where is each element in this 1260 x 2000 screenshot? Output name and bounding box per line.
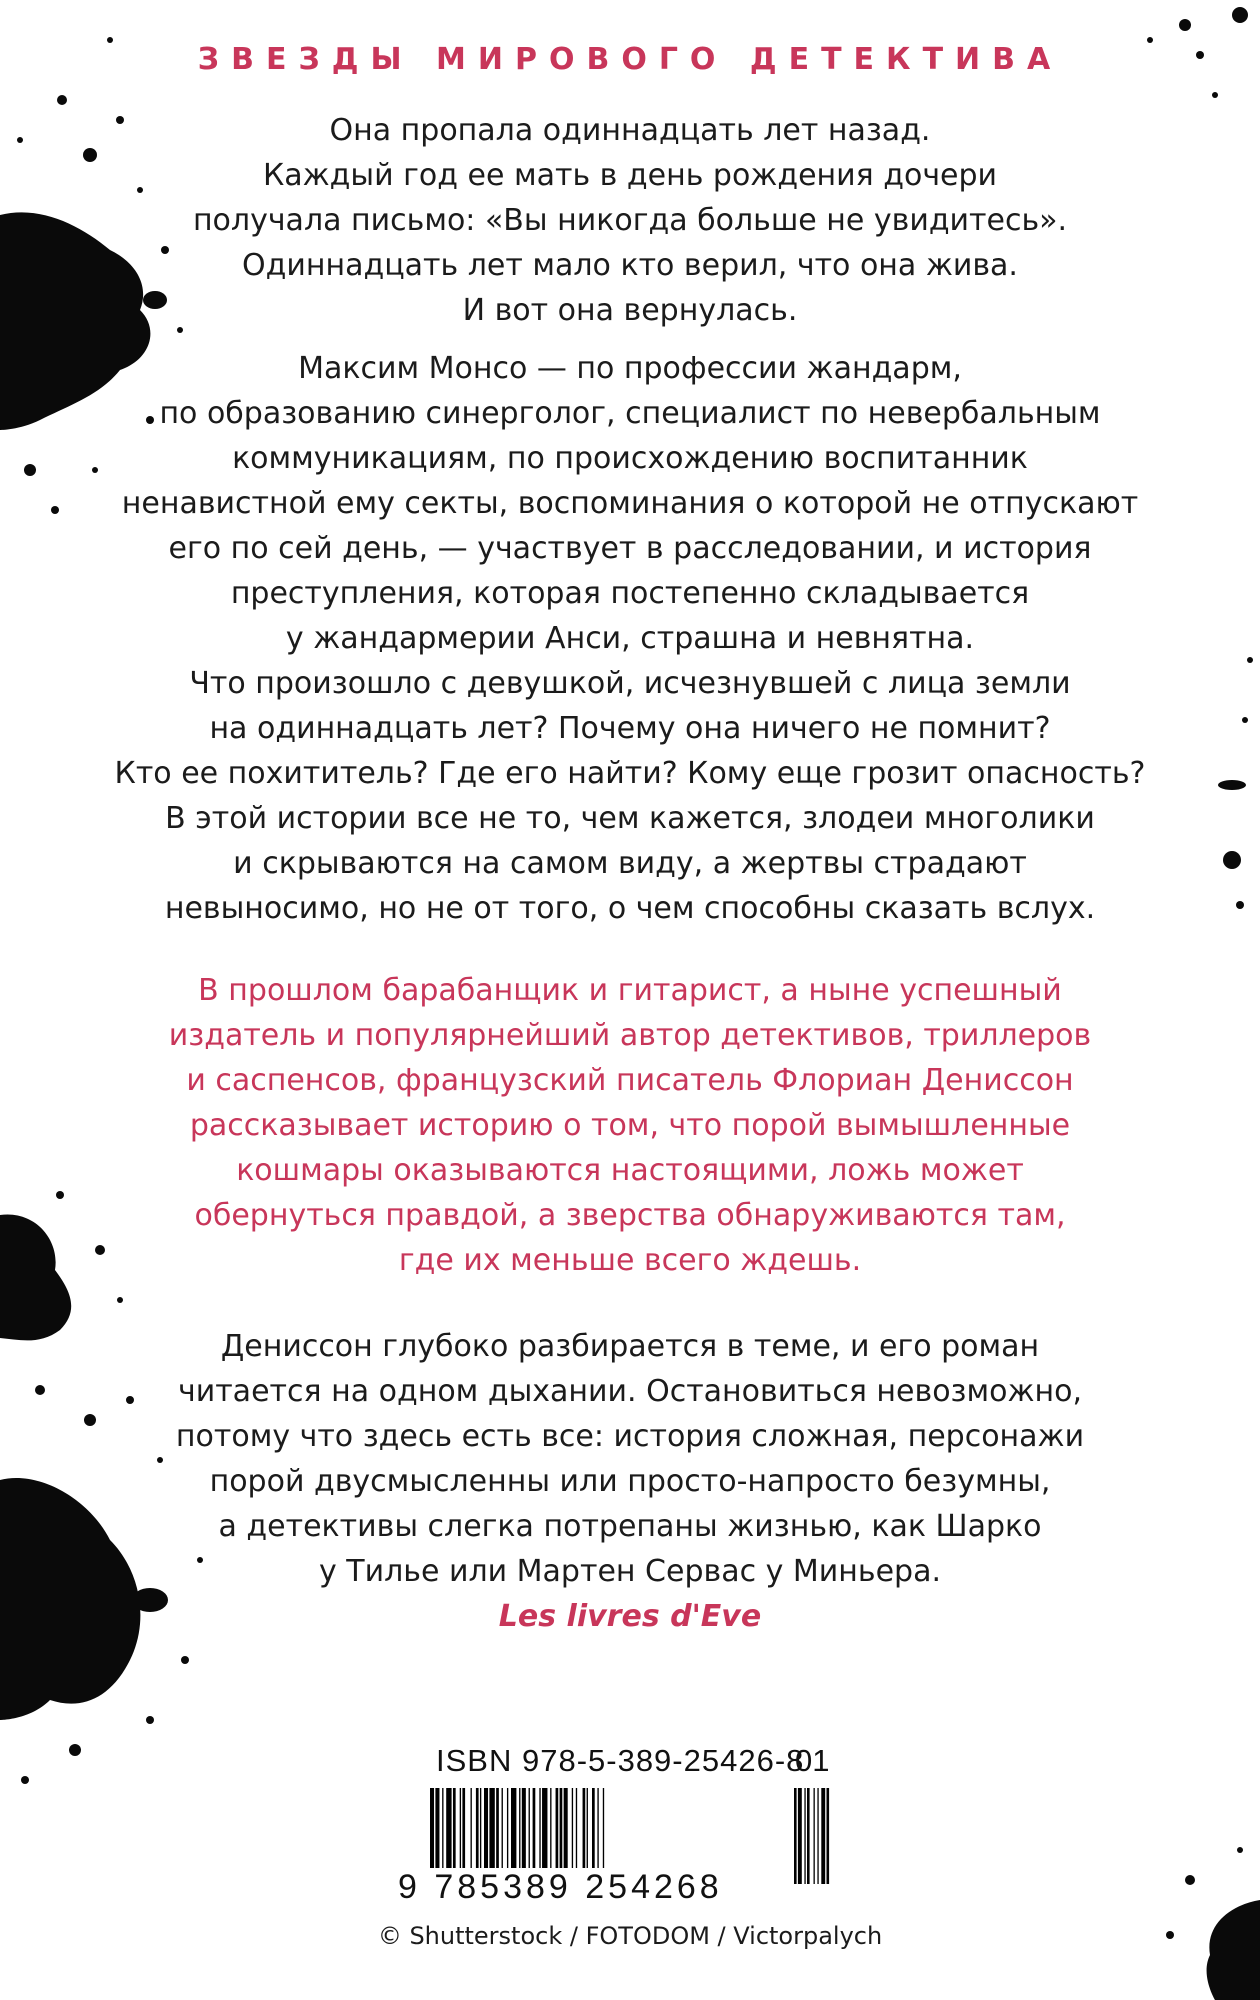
text-line: Максим Монсо — по профессии жандарм, — [298, 351, 962, 386]
author-blurb — [0, 968, 1260, 1283]
text-line: где их меньше всего ждешь. — [398, 1243, 862, 1278]
isbn-label: ISBN 978-5-389-25426-8 — [436, 1743, 805, 1778]
text-line: а детективы слегка потрепаны жизнью, как Шарко — [218, 1509, 1042, 1544]
text-line: Что произошло с девушкой, исчезнувшей с лица земли — [189, 666, 1071, 701]
text-line: рассказывает историю о том, что порой вымышленные — [189, 1108, 1071, 1143]
text-line: Одиннадцать лет мало кто верил, что она жива. — [242, 248, 1018, 283]
text-line: издатель и популярнейший автор детективов, триллеров — [168, 1018, 1092, 1053]
text-line: потому что здесь есть все: история сложная, персонажи — [175, 1419, 1085, 1454]
text-line: у Тилье или Мартен Сервас у Миньера. — [319, 1554, 941, 1589]
text-line: И вот она вернулась. — [462, 293, 798, 328]
text-line: Она пропала одиннадцать лет назад. — [329, 113, 931, 148]
addon-barcode — [794, 1788, 840, 1884]
text-line: на одиннадцать лет? Почему она ничего не помнит? — [209, 711, 1051, 746]
text-line: его по сей день, — участвует в расследовании, и история — [168, 531, 1092, 566]
review-text — [0, 1324, 1260, 1639]
text-line: у жандармерии Анси, страшна и невнятна. — [285, 621, 975, 656]
text-line: по образованию синерголог, специалист по невербальным — [159, 396, 1101, 431]
synopsis-text — [0, 346, 1260, 931]
series-title: ЗВЕЗДЫ МИРОВОГО ДЕТЕКТИВА — [197, 42, 1063, 77]
text-line: преступления, которая постепенно складывается — [230, 576, 1030, 611]
text-line: и скрываются на самом виду, а жертвы страдают — [233, 846, 1027, 881]
image-credits: © Shutterstock / FOTODOM / Victorpalych — [377, 1922, 883, 1950]
text-line: и саспенсов, французский писатель Флориан Дениссон — [186, 1063, 1074, 1098]
text-line: обернуться правдой, а зверства обнаруживаются там, — [194, 1198, 1066, 1233]
text-line: Кто ее похититель? Где его найти? Кому еще грозит опасность? — [114, 756, 1146, 791]
barcode-digits: 9 785389 254268 — [398, 1868, 723, 1906]
text-line: коммуникациям, по происхождению воспитанник — [232, 441, 1028, 476]
text-line: Каждый год ее мать в день рождения дочери — [262, 158, 998, 193]
intro-text — [0, 108, 1260, 333]
text-line: порой двусмысленны или просто-напросто безумны, — [209, 1464, 1051, 1499]
text-line: В прошлом барабанщик и гитарист, а ныне успешный — [198, 973, 1062, 1008]
text-line: Дениссон глубоко разбирается в теме, и его роман — [220, 1329, 1040, 1364]
text-line: В этой истории все не то, чем кажется, злодеи многолики — [165, 801, 1095, 836]
text-line: читается на одном дыхании. Остановиться невозможно, — [177, 1374, 1083, 1409]
text-line: кошмары оказываются настоящими, ложь может — [236, 1153, 1024, 1188]
review-source: Les livres d'Eve — [498, 1599, 762, 1634]
text-line: ненавистной ему секты, воспоминания о которой не отпускают — [121, 486, 1139, 521]
barcode-addon-number: 01 — [795, 1743, 830, 1778]
text-line: получала письмо: «Вы никогда больше не увидитесь». — [192, 203, 1068, 238]
text-line: невыносимо, но не от того, о чем способны сказать вслух. — [164, 891, 1096, 926]
